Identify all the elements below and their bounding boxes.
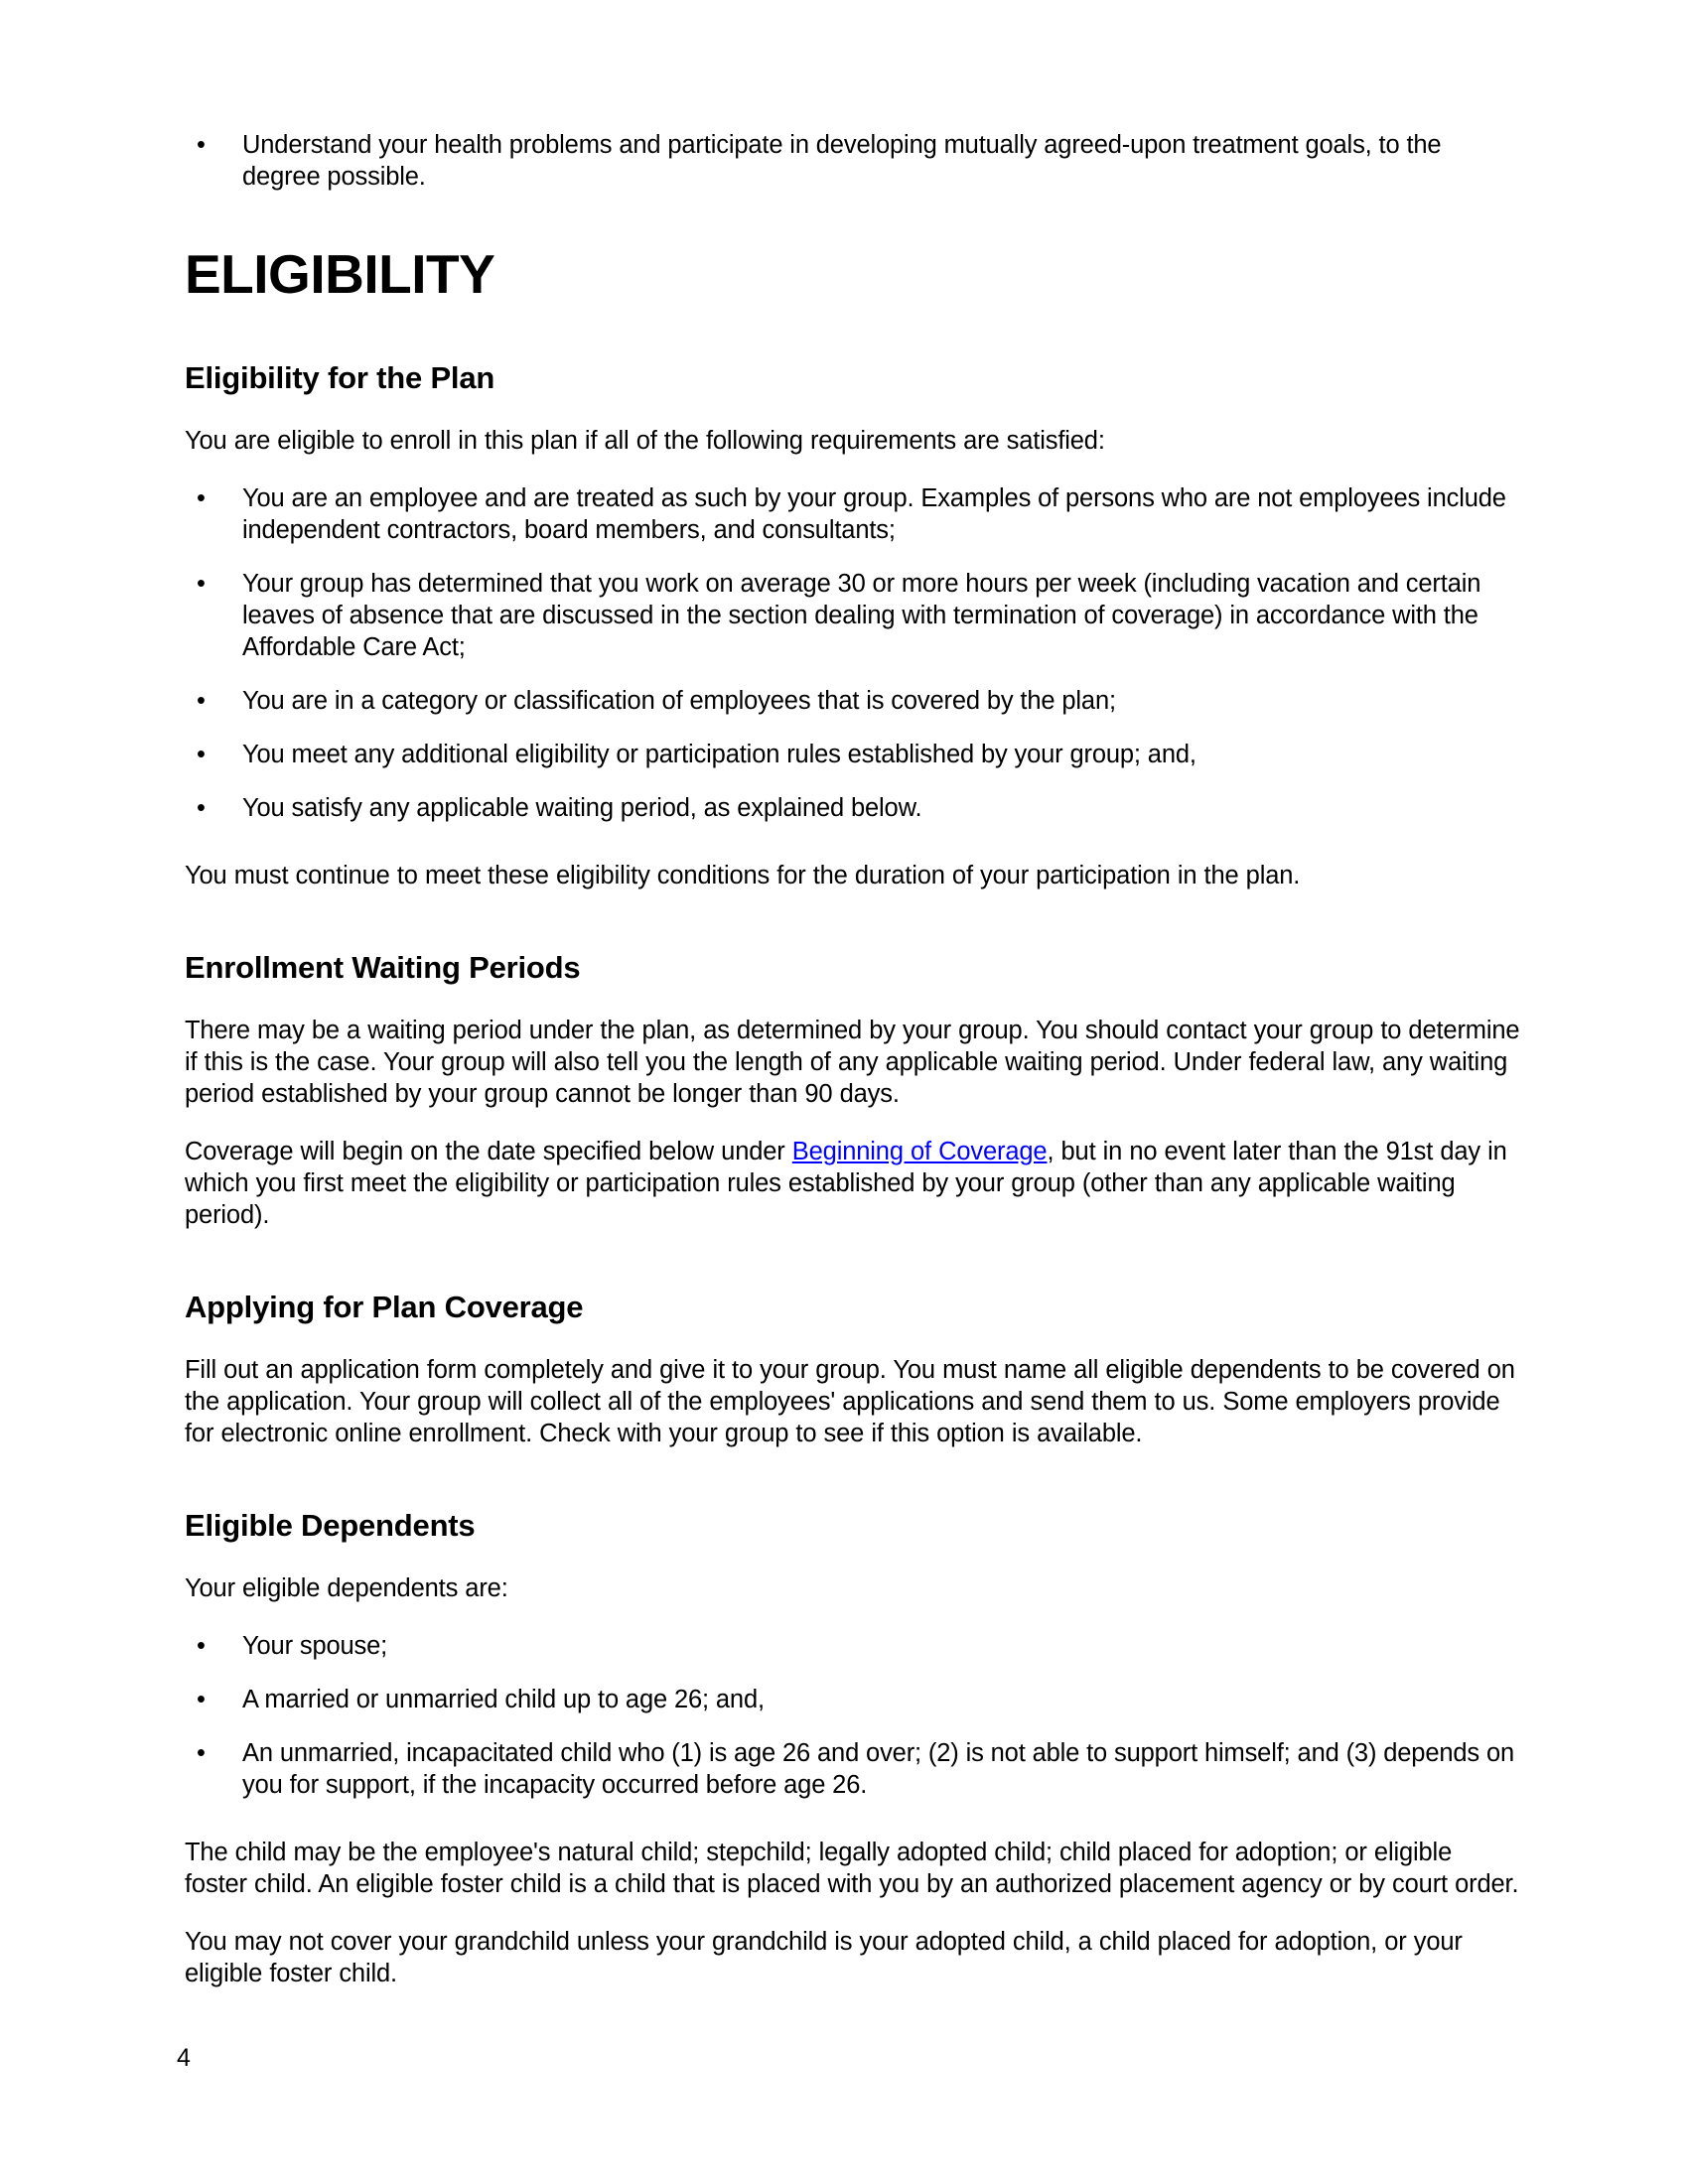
spacer <box>185 1823 1521 1837</box>
eligibility-requirements-list <box>185 482 1521 824</box>
list-item-text: Your spouse; <box>242 1632 388 1661</box>
list-item-text: You are in a category or classification of employees that is covered by the plan; <box>242 686 1116 715</box>
list-item <box>185 1630 1521 1662</box>
section-applying-for-plan-coverage <box>185 1291 1521 1449</box>
continuation-bullet-list <box>185 129 1521 193</box>
bullet-marker: • <box>197 569 206 598</box>
section-intro-text: You are eligible to enroll in this plan if all of the following requirements are satisfied: <box>185 426 1105 455</box>
child-definition-paragraph: The child may be the employee's natural child; stepchild; legally adopted child; child placed for adoption; or eligible foster child. An eligible foster child is a child that is placed with you by an authorized placement agency or by court order. <box>185 1839 1519 1899</box>
list-item <box>185 568 1521 663</box>
waiting-period-paragraph: There may be a waiting period under the plan, as determined by your group. You should contact your group to determine if this is the case. Your group will also tell you the length of any applicable waiting period. Under federal law, any waiting period established by your group cannot be longer than 90 days. <box>185 1016 1520 1108</box>
list-item <box>185 739 1521 770</box>
section-eligible-dependents <box>185 1509 1521 1989</box>
page-number: 4 <box>177 2044 191 2072</box>
section-eligibility-for-the-plan <box>185 361 1521 891</box>
section-closing-text: You must continue to meet these eligibility conditions for the duration of your participation in the plan. <box>185 861 1301 889</box>
list-item-text: Understand your health problems and participate in developing mutually agreed-upon treatment goals, to the degree possible. <box>242 131 1442 191</box>
bullet-marker: • <box>197 1686 206 1714</box>
list-item-text: Your group has determined that you work on average 30 or more hours per week (including vacation and certain leaves of absence that are discussed in the section dealing with termination of coverage) in accordance with the Affordable Care Act; <box>242 569 1481 661</box>
section-enrollment-waiting-periods <box>185 951 1521 1231</box>
list-item <box>185 129 1521 193</box>
bullet-marker: • <box>197 131 206 159</box>
bullet-marker: • <box>197 686 206 715</box>
coverage-begin-paragraph <box>185 1136 1521 1231</box>
grandchild-paragraph: You may not cover your grandchild unless your grandchild is your adopted child, a child placed for adoption, or your eligible foster child. <box>185 1928 1463 1988</box>
bullet-marker: • <box>197 1632 206 1661</box>
spacer <box>185 846 1521 860</box>
list-item <box>185 685 1521 717</box>
list-item-text: A married or unmarried child up to age 26; and, <box>242 1686 765 1714</box>
list-item <box>185 1684 1521 1715</box>
list-item <box>185 482 1521 546</box>
beginning-of-coverage-link[interactable]: Beginning of Coverage <box>791 1137 1048 1165</box>
list-item <box>185 1737 1521 1801</box>
section-intro-text: Your eligible dependents are: <box>185 1574 508 1603</box>
list-item <box>185 792 1521 824</box>
bullet-marker: • <box>197 740 206 768</box>
list-item-text: You satisfy any applicable waiting period, as explained below. <box>242 793 922 822</box>
section-heading: Eligible Dependents <box>185 1508 476 1544</box>
bullet-marker: • <box>197 483 206 512</box>
page-title: ELIGIBILITY <box>185 243 495 305</box>
section-heading: Eligibility for the Plan <box>185 359 495 395</box>
coverage-begin-text-after: , but in no event later than the 91st day in which you first meet the eligibility or participation rules established by your group (other than any applicable waiting period). <box>185 1137 1507 1229</box>
bullet-marker: • <box>197 793 206 822</box>
coverage-begin-text-before: Coverage will begin on the date specified below under <box>185 1137 792 1165</box>
eligible-dependents-list <box>185 1630 1521 1801</box>
bullet-marker: • <box>197 1739 206 1768</box>
list-item-text: You meet any additional eligibility or participation rules established by your group; and, <box>242 740 1196 768</box>
section-heading: Applying for Plan Coverage <box>185 1289 584 1324</box>
application-paragraph: Fill out an application form completely and give it to your group. You must name all eligible dependents to be covered on the application. Your group will collect all of the employees' applications and send them to us. Some employers provide for electronic online enrollment. Check with your group to see if this option is available. <box>185 1356 1515 1448</box>
section-heading: Enrollment Waiting Periods <box>185 949 581 985</box>
list-item-text: You are an employee and are treated as such by your group. Examples of persons who are not employees include independent contractors, board members, and consultants; <box>242 483 1506 544</box>
list-item-text: An unmarried, incapacitated child who (1) is age 26 and over; (2) is not able to support himself; and (3) depends on you for support, if the incapacity occurred before age 26. <box>242 1739 1515 1800</box>
